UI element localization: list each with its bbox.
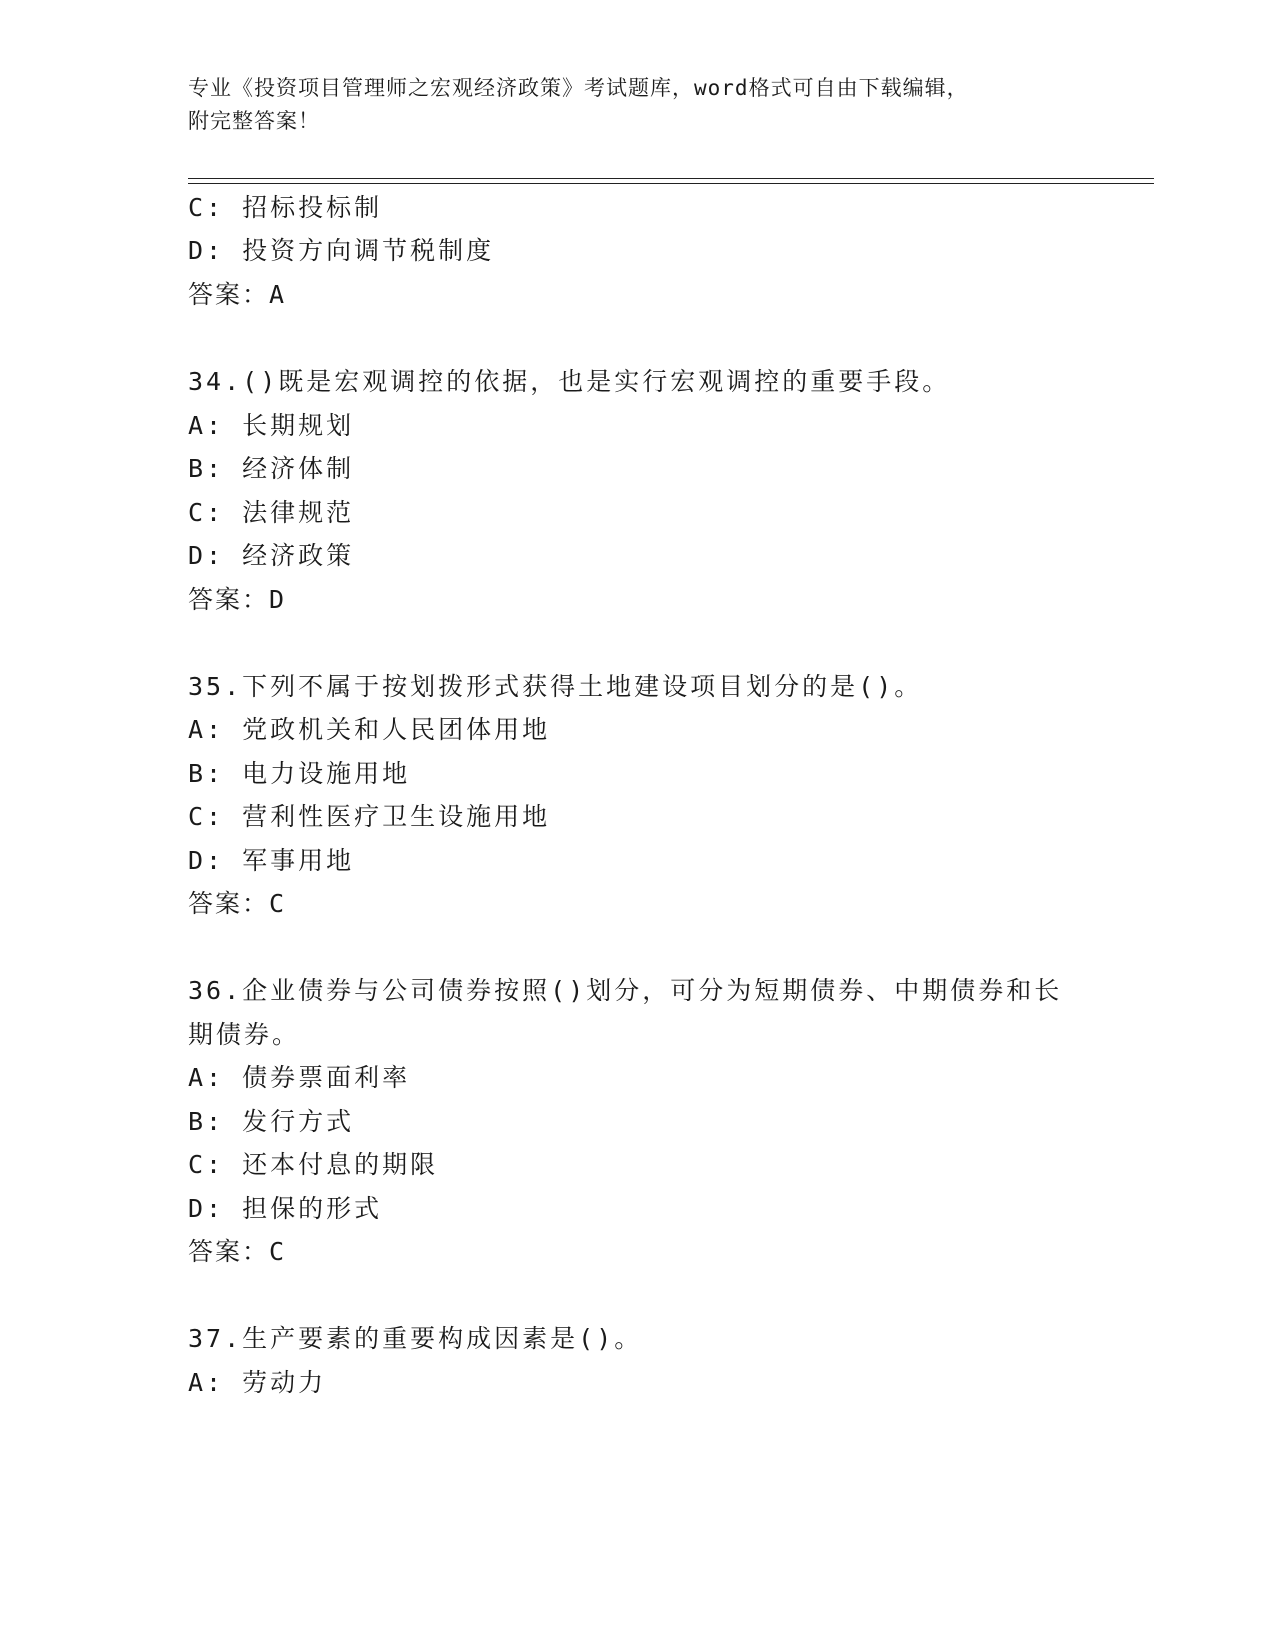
question-stem: 36.企业债券与公司债券按照()划分，可分为短期债券、中期债券和长 — [188, 976, 1063, 1005]
answer-line — [188, 887, 285, 921]
option-label: D: — [188, 846, 225, 875]
answer-value: C — [269, 889, 286, 918]
option-text: 电力设施用地 — [242, 759, 411, 788]
option-text: 还本付息的期限 — [242, 1150, 439, 1179]
option-text: 经济体制 — [242, 454, 355, 483]
answer-line — [188, 278, 285, 312]
answer-label: 答案： — [188, 1237, 270, 1266]
option-label: C: — [188, 193, 225, 222]
header-line-1: 专业《投资项目管理师之宏观经济政策》考试题库，word格式可自由下载编辑， — [188, 76, 969, 100]
option-label: D: — [188, 541, 225, 570]
option-text: 经济政策 — [242, 541, 355, 570]
option-text: 法律规范 — [242, 498, 355, 527]
option-b — [188, 757, 410, 791]
option-c — [188, 1148, 438, 1182]
document-header — [188, 72, 1088, 138]
answer-value: C — [269, 1237, 286, 1266]
question-stem: 37.生产要素的重要构成因素是()。 — [188, 1324, 643, 1353]
option-c — [188, 191, 382, 225]
option-c — [188, 800, 550, 834]
question-stem: 34.()既是宏观调控的依据，也是实行宏观调控的重要手段。 — [188, 367, 951, 396]
option-text: 投资方向调节税制度 — [242, 236, 495, 265]
option-label: C: — [188, 498, 225, 527]
header-line-2: 附完整答案！ — [188, 109, 320, 133]
question-stem-continued: 期债券。 — [188, 1020, 301, 1049]
option-label: B: — [188, 1107, 225, 1136]
header-divider-bottom — [188, 183, 1154, 184]
option-a — [188, 1061, 410, 1095]
option-text: 长期规划 — [242, 411, 355, 440]
option-label: C: — [188, 802, 225, 831]
option-label: D: — [188, 236, 225, 265]
option-label: A: — [188, 411, 225, 440]
answer-label: 答案： — [188, 889, 270, 918]
option-label: A: — [188, 715, 225, 744]
answer-line — [188, 583, 285, 617]
option-d — [188, 844, 354, 878]
option-b — [188, 452, 354, 486]
option-text: 债券票面利率 — [242, 1063, 411, 1092]
option-text: 招标投标制 — [242, 193, 383, 222]
option-label: C: — [188, 1150, 225, 1179]
option-b — [188, 1105, 354, 1139]
option-d — [188, 539, 354, 573]
option-text: 劳动力 — [242, 1368, 327, 1397]
option-text: 军事用地 — [242, 846, 355, 875]
option-d — [188, 1192, 382, 1226]
answer-line — [188, 1235, 285, 1269]
option-text: 党政机关和人民团体用地 — [242, 715, 551, 744]
answer-value: A — [269, 280, 286, 309]
option-a — [188, 713, 550, 747]
option-label: D: — [188, 1194, 225, 1223]
option-a — [188, 1366, 326, 1400]
option-label: B: — [188, 454, 225, 483]
option-label: A: — [188, 1368, 225, 1397]
answer-label: 答案： — [188, 585, 270, 614]
header-divider-top — [188, 178, 1154, 179]
option-label: B: — [188, 759, 225, 788]
option-label: A: — [188, 1063, 225, 1092]
option-text: 发行方式 — [242, 1107, 355, 1136]
option-c — [188, 496, 354, 530]
option-d — [188, 234, 494, 268]
option-text: 营利性医疗卫生设施用地 — [242, 802, 551, 831]
option-a — [188, 409, 354, 443]
answer-label: 答案： — [188, 280, 270, 309]
option-text: 担保的形式 — [242, 1194, 383, 1223]
question-stem: 35.下列不属于按划拨形式获得土地建设项目划分的是()。 — [188, 672, 923, 701]
answer-value: D — [269, 585, 286, 614]
